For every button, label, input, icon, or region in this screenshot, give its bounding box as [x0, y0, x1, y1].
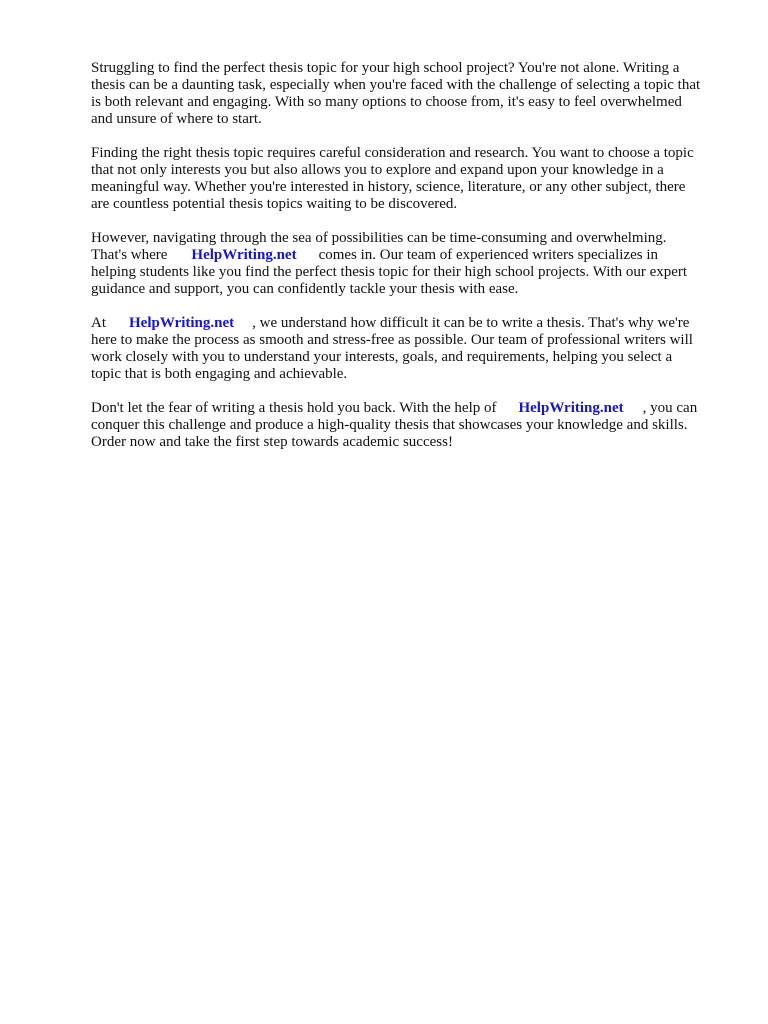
text-segment: , you can: [642, 400, 698, 416]
text-segment: comes in. Our team of experienced writers specializes in: [318, 247, 659, 263]
text-segment: Don't let the fear of writing a thesis hold you back. With the help of: [91, 400, 497, 416]
text-line: helping students like you find the perfect thesis topic for their high school projects. With our expert: [91, 264, 688, 280]
paragraph-navigating: [91, 230, 731, 298]
text-line: conquer this challenge and produce a high-quality thesis that showcases your knowledge and skills.: [91, 417, 688, 433]
text-segment: , we understand how difficult it can be to write a thesis. That's why we're: [252, 315, 690, 331]
document-body: [91, 60, 731, 468]
text-line: that not only interests you but also allows you to explore and expand upon your knowledge in a: [91, 162, 664, 178]
text-line: Finding the right thesis topic requires careful consideration and research. You want to choose a topic: [91, 145, 694, 161]
text-line: [91, 400, 731, 417]
helpwriting-link[interactable]: HelpWriting.net: [129, 315, 235, 331]
helpwriting-link[interactable]: HelpWriting.net: [191, 247, 297, 263]
text-segment: At: [91, 315, 106, 331]
text-line: meaningful way. Whether you're interested in history, science, literature, or any other subject, there: [91, 179, 686, 195]
text-line: guidance and support, you can confidently tackle your thesis with ease.: [91, 281, 519, 297]
text-line: Order now and take the first step towards academic success!: [91, 434, 453, 450]
paragraph-at-helpwriting: [91, 315, 731, 383]
paragraph-call-to-action: [91, 400, 731, 451]
paragraph-finding-topic: [91, 145, 731, 213]
text-line: thesis can be a daunting task, especially when you're faced with the challenge of selecting a topic that: [91, 77, 701, 93]
text-line: [91, 247, 731, 264]
text-line: Struggling to find the perfect thesis topic for your high school project? You're not alone. Writing a: [91, 60, 680, 76]
text-line: here to make the process as smooth and stress-free as possible. Our team of professional writers will: [91, 332, 693, 348]
text-line: and unsure of where to start.: [91, 111, 262, 127]
text-segment: That's where: [91, 247, 168, 263]
text-line: is both relevant and engaging. With so many options to choose from, it's easy to feel overwhelmed: [91, 94, 682, 110]
text-line: However, navigating through the sea of possibilities can be time-consuming and overwhelming.: [91, 230, 667, 246]
helpwriting-link[interactable]: HelpWriting.net: [518, 400, 624, 416]
text-line: [91, 315, 731, 332]
text-line: topic that is both engaging and achievable.: [91, 366, 348, 382]
text-line: are countless potential thesis topics waiting to be discovered.: [91, 196, 458, 212]
text-line: work closely with you to understand your interests, goals, and requirements, helping you select a: [91, 349, 673, 365]
paragraph-intro: [91, 60, 731, 128]
